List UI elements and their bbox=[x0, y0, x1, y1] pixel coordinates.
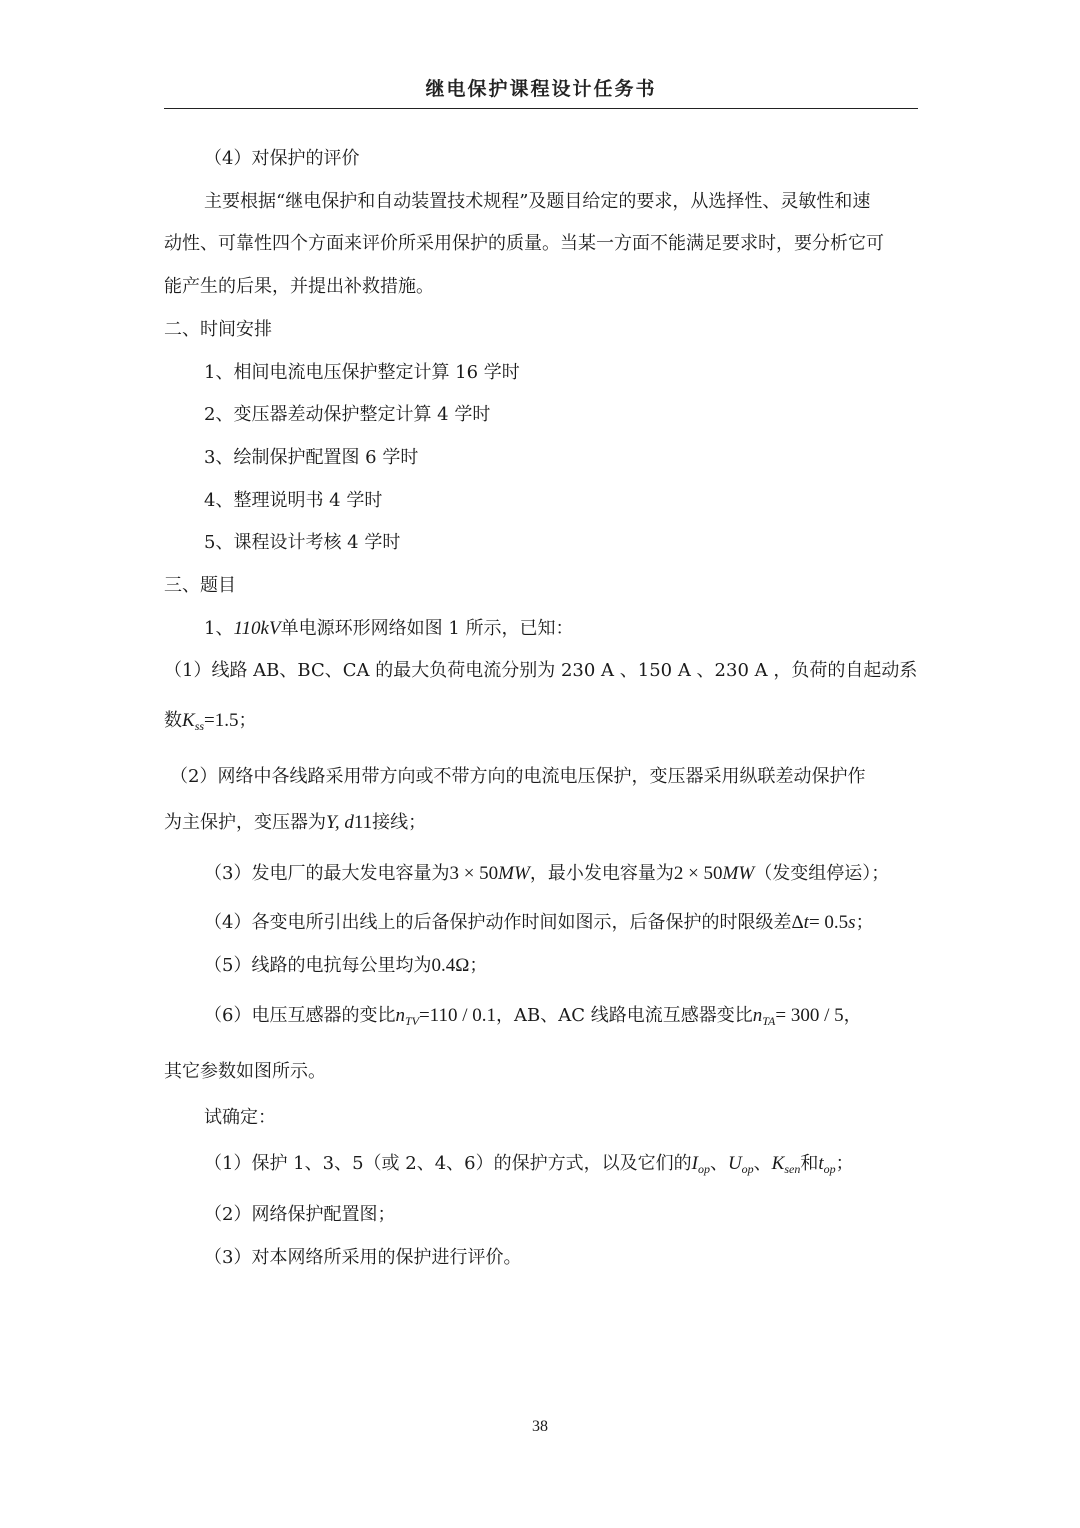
ct-ratio-symbol bbox=[753, 988, 776, 1049]
evaluation-paragraph-line-3: 能产生的后果，并提出补救措施。 bbox=[164, 276, 434, 298]
task-3: （3）对本网络所采用的保护进行评价。 bbox=[204, 1246, 522, 1268]
evaluation-paragraph-line-2: 动性、可靠性四个方面来评价所采用保护的质量。当某一方面不能满足要求时，要分析它可 bbox=[164, 233, 884, 255]
min-capacity-unit: MW bbox=[722, 863, 755, 885]
i-subscript: op bbox=[697, 1161, 710, 1176]
condition-3-prefix: （3）发电厂的最大发电容量为 bbox=[204, 863, 450, 885]
operating-current-symbol bbox=[692, 1141, 710, 1192]
condition-4 bbox=[164, 902, 918, 945]
vt-n-symbol: n bbox=[395, 1004, 405, 1026]
time-item-2: 2、变压器差动保护整定计算 4 学时 bbox=[204, 404, 491, 426]
condition-6-prefix: （6）电压互感器的变比 bbox=[204, 1004, 396, 1026]
u-symbol: U bbox=[727, 1152, 742, 1174]
time-step-value: = 0.5 bbox=[808, 912, 849, 934]
task-1-prefix: （1）保护 1、3、5（或 2、4、6）的保护方式，以及它们的 bbox=[204, 1152, 692, 1174]
condition-2-line-2 bbox=[164, 800, 918, 846]
time-item-5: 5、课程设计考核 4 学时 bbox=[204, 532, 401, 554]
page-header-title: 继电保护课程设计任务书 bbox=[425, 78, 657, 100]
condition-5-suffix: ； bbox=[469, 954, 488, 976]
ct-subscript: TA bbox=[762, 1013, 776, 1028]
reactance-value: 0.4Ω bbox=[431, 954, 470, 976]
condition-4-suffix: ； bbox=[855, 912, 874, 934]
condition-2-line-1: （2）网络中各线路采用带方向或不带方向的电流电压保护，变压器采用纵联差动保护作 bbox=[170, 766, 866, 788]
winding-connection-number: 11 bbox=[353, 812, 373, 834]
vt-ratio-value: =110 / 0.1 bbox=[418, 1004, 497, 1026]
condition-5-prefix: （5）线路的电抗每公里均为 bbox=[204, 954, 432, 976]
problem-1-text: 单电源环形网络如图 1 所示，已知： bbox=[280, 617, 574, 639]
document-body bbox=[164, 138, 918, 1278]
problem-1-prefix: 1、 bbox=[204, 617, 234, 639]
u-subscript: op bbox=[741, 1161, 754, 1176]
task-1 bbox=[164, 1141, 918, 1192]
max-capacity-value: 3 × 50 bbox=[449, 863, 499, 885]
header-rule bbox=[164, 108, 918, 109]
delta-symbol: Δ bbox=[791, 912, 804, 934]
time-symbol: t bbox=[803, 912, 809, 934]
k-symbol: K bbox=[182, 710, 195, 732]
page-number: 38 bbox=[532, 1418, 548, 1435]
condition-1-suffix: ； bbox=[238, 710, 257, 732]
condition-6-middle: ，AB、AC 线路电流互感器变比 bbox=[496, 1004, 753, 1026]
max-capacity-unit: MW bbox=[498, 863, 530, 885]
operating-voltage-symbol bbox=[728, 1141, 754, 1192]
condition-1-line-1: （1）线路 AB、BC、CA 的最大负荷电流分别为 230 A 、150 A 、230 A ，负荷的自起动系 bbox=[164, 660, 918, 682]
winding-connection: Y, d bbox=[326, 812, 354, 834]
time-item-3: 3、绘制保护配置图 6 学时 bbox=[204, 446, 419, 468]
k-subscript: ss bbox=[194, 719, 205, 734]
sensitivity-symbol bbox=[772, 1141, 801, 1192]
condition-6-line-1 bbox=[164, 988, 918, 1049]
task-1-separator-2: 、 bbox=[753, 1152, 772, 1174]
condition-1-prefix: 数 bbox=[164, 710, 182, 732]
condition-4-prefix: （4）各变电所引出线上的后备保护动作时间如图示，后备保护的时限级差 bbox=[204, 912, 792, 934]
i-symbol: I bbox=[691, 1152, 698, 1174]
voltage-level: 110kV bbox=[233, 617, 281, 639]
time-item-1: 1、相间电流电压保护整定计算 16 学时 bbox=[204, 361, 520, 383]
vt-ratio-symbol bbox=[395, 988, 419, 1049]
evaluation-paragraph-line-1: 主要根据“继电保护和自动装置技术规程”及题目给定的要求，从选择性、灵敏性和速 bbox=[204, 190, 871, 212]
t-subscript: op bbox=[823, 1161, 836, 1176]
condition-1-line-2 bbox=[164, 693, 918, 754]
ct-n-symbol: n bbox=[752, 1004, 763, 1026]
condition-3 bbox=[164, 846, 918, 902]
condition-3-middle: ，最小发电容量为 bbox=[529, 863, 674, 885]
min-capacity-value: 2 × 50 bbox=[673, 863, 723, 885]
condition-5 bbox=[164, 945, 918, 988]
condition-2-prefix: 为主保护，变压器为 bbox=[164, 812, 326, 834]
operating-time-symbol bbox=[818, 1141, 835, 1192]
task-1-and: 和 bbox=[800, 1152, 819, 1174]
condition-2-suffix: 接线； bbox=[372, 812, 427, 834]
k-sen-symbol: K bbox=[771, 1152, 785, 1174]
self-start-coefficient bbox=[182, 693, 204, 754]
section-2-heading: 二、时间安排 bbox=[164, 318, 272, 340]
seconds-unit: s bbox=[848, 912, 856, 934]
task-1-suffix: ； bbox=[835, 1152, 854, 1174]
try-determine-heading: 试确定： bbox=[204, 1106, 276, 1128]
time-item-4: 4、整理说明书 4 学时 bbox=[204, 489, 383, 511]
vt-subscript: TV bbox=[404, 1013, 419, 1028]
problem-1-intro bbox=[164, 608, 918, 651]
section-4-heading: （4）对保护的评价 bbox=[204, 148, 360, 169]
t-symbol: t bbox=[818, 1152, 824, 1174]
condition-6-suffix: ， bbox=[843, 1004, 862, 1026]
ct-ratio-value: = 300 / 5 bbox=[775, 1004, 844, 1026]
condition-6-line-2: 其它参数如图所示。 bbox=[164, 1060, 326, 1082]
condition-3-suffix: （发变组停运）； bbox=[754, 863, 890, 885]
section-3-heading: 三、题目 bbox=[164, 575, 236, 597]
task-2: （2）网络保护配置图； bbox=[204, 1203, 396, 1225]
self-start-value: =1.5 bbox=[204, 710, 239, 732]
task-1-separator-1: 、 bbox=[709, 1152, 728, 1174]
k-sen-subscript: sen bbox=[784, 1161, 801, 1176]
